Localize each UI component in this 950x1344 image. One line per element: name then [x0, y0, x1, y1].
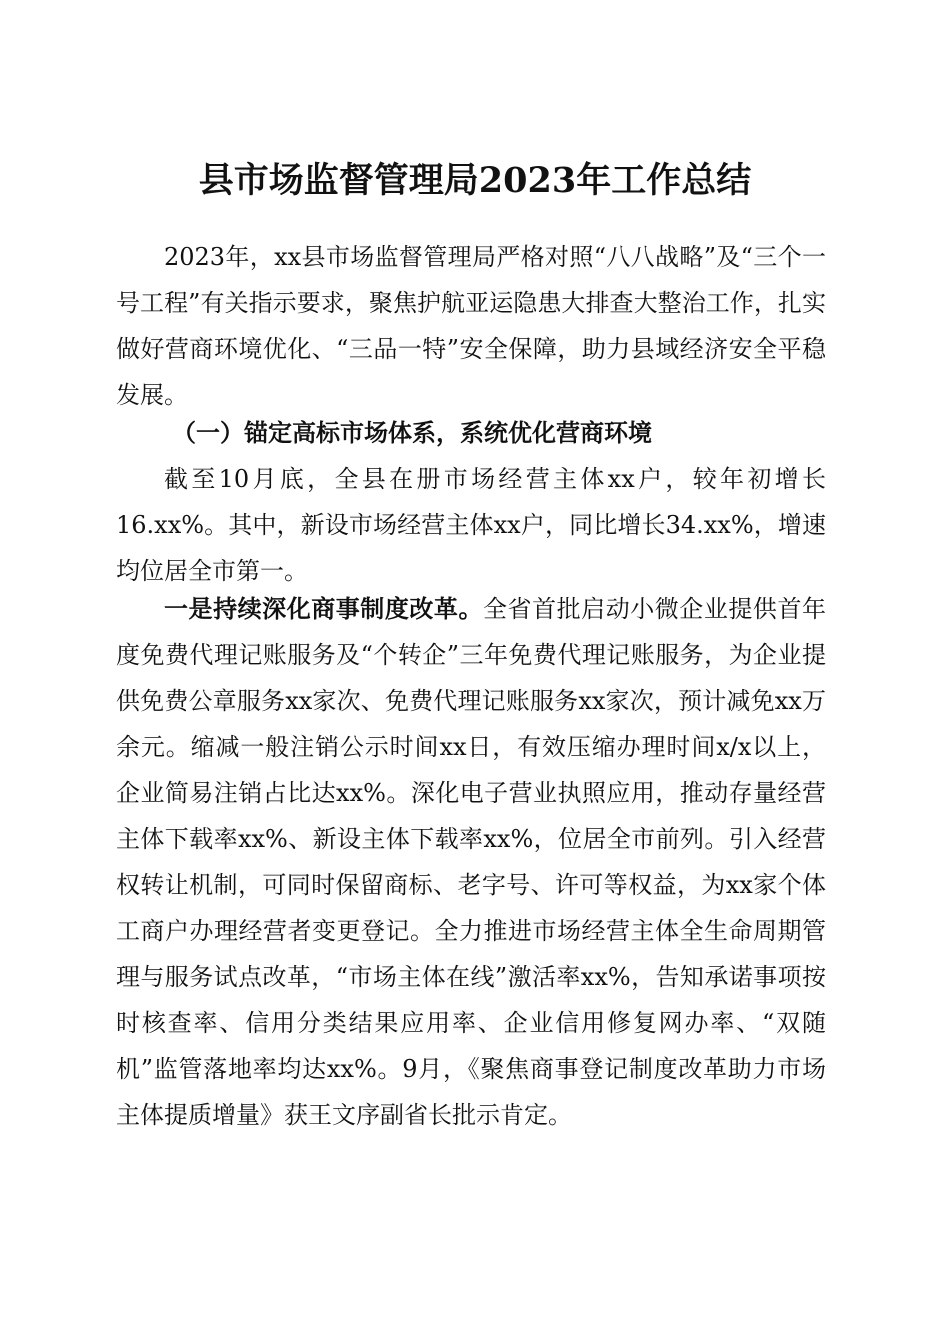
intro-paragraph-block	[116, 234, 826, 418]
reform-paragraph-block	[116, 586, 826, 1138]
stats-paragraph-block	[116, 456, 826, 594]
reform-lead-sentence: 一是持续深化商事制度改革。	[164, 594, 483, 623]
section-heading: （一）锚定高标市场体系，系统优化营商环境	[172, 418, 652, 447]
reform-paragraph	[116, 586, 826, 1138]
stats-paragraph: 截至10月底，全县在册市场经营主体xx户，较年初增长16.xx%。其中，新设市场经营主体xx户，同比增长34.xx%，增速均位居全市第一。	[116, 465, 826, 585]
document-title: 县市场监督管理局2023年工作总结	[198, 160, 752, 202]
reform-body-text: 全省首批启动小微企业提供首年度免费代理记账服务及“个转企”三年免费代理记账服务，为企业提供免费公章服务xx家次、免费代理记账服务xx家次，预计减免xx万余元。缩减一般注销公示时间xx日，有效压缩办理时间x/x以上，企业简易注销占比达xx%。深化电子营业执照应用，推动存量经营主体下载率xx%、新设主体下载率xx%，位居全市前列。引入经营权转让机制，可同时保留商标、老字号、许可等权益，为xx家个体工商户办理经营者变更登记。全力推进市场经营主体全生命周期管理与服务试点改革，“市场主体在线”激活率xx%，告知承诺事项按时核查率、信用分类结果应用率、企业信用修复网办率、“双随机”监管落地率均达xx%。9月，《聚焦商事登记制度改革助力市场主体提质增量》获王文序副省长批示肯定。	[116, 595, 826, 1129]
section-heading-block	[116, 410, 826, 456]
intro-paragraph: 2023年，xx县市场监督管理局严格对照“八八战略”及“三个一号工程”有关指示要求，聚焦护航亚运隐患大排查大整治工作，扎实做好营商环境优化、“三品一特”安全保障，助力县域经济安全平稳发展。	[116, 243, 826, 409]
